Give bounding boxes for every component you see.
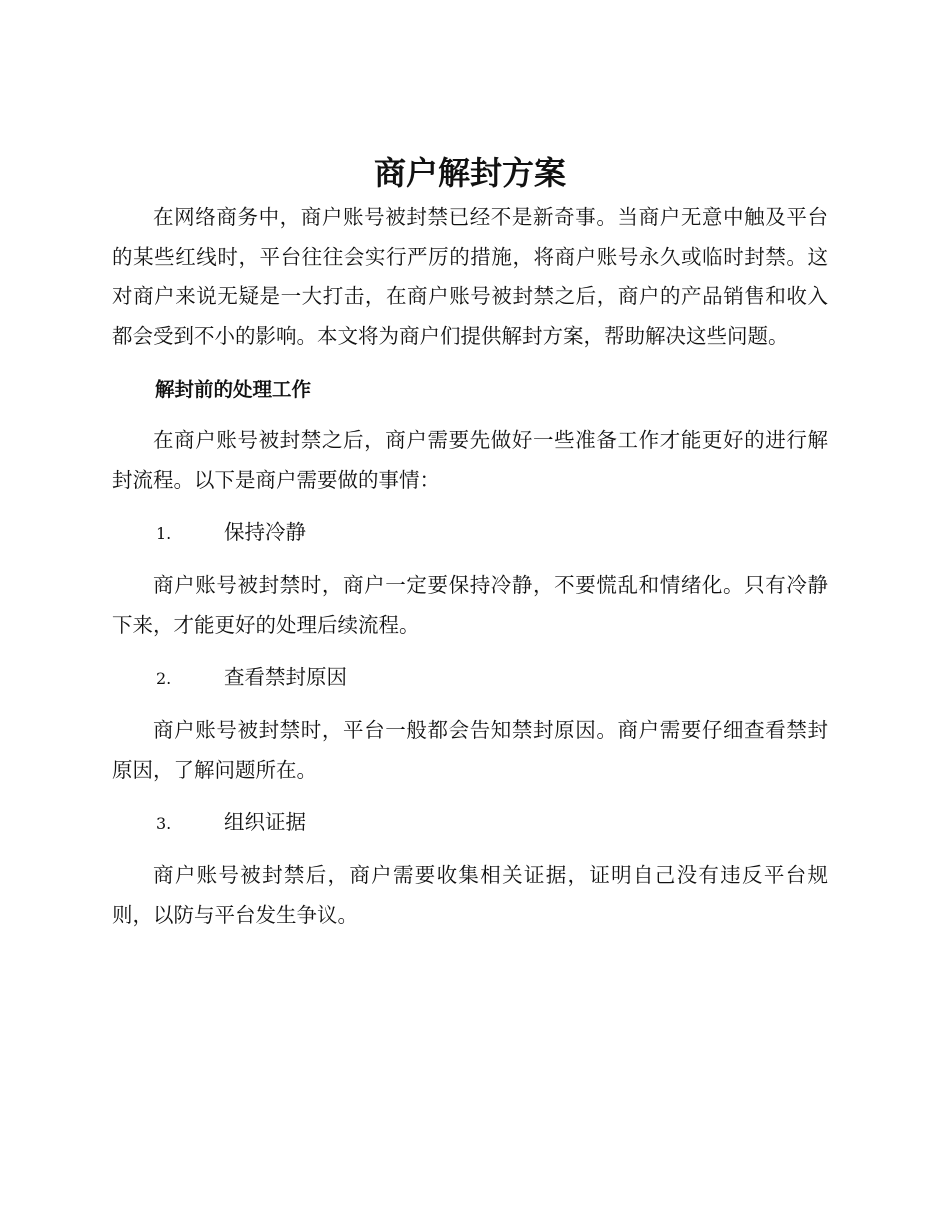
list-item-number: 1. xyxy=(156,524,172,543)
list-item-number: 2. xyxy=(156,669,172,688)
section-intro-paragraph: 在商户账号被封禁之后，商户需要先做好一些准备工作才能更好的进行解封流程。以下是商户需要做的事情： xyxy=(112,428,828,492)
list-item-label: 查看禁封原因 xyxy=(224,665,347,689)
section-heading: 解封前的处理工作 xyxy=(155,378,312,401)
list-item xyxy=(112,802,828,844)
list-item-paragraph: 商户账号被封禁后，商户需要收集相关证据，证明自己没有违反平台规则，以防与平台发生争议。 xyxy=(112,863,828,927)
list-item-paragraph: 商户账号被封禁时，商户一定要保持冷静，不要慌乱和情绪化。只有冷静下来，才能更好的处理后续流程。 xyxy=(112,573,828,637)
list-item-paragraph: 商户账号被封禁时，平台一般都会告知禁封原因。商户需要仔细查看禁封原因，了解问题所在。 xyxy=(112,718,828,782)
list-item xyxy=(112,657,828,699)
list-item xyxy=(112,512,828,554)
list-item-label: 保持冷静 xyxy=(224,520,306,544)
list-item-label: 组织证据 xyxy=(224,810,306,834)
document-body xyxy=(112,150,828,935)
list-item-number: 3. xyxy=(156,814,172,833)
document-title: 商户解封方案 xyxy=(373,154,566,192)
intro-paragraph: 在网络商务中，商户账号被封禁已经不是新奇事。当商户无意中触及平台的某些红线时，平台往往会实行严厉的措施，将商户账号永久或临时封禁。这对商户来说无疑是一大打击，在商户账号被封禁之后，商户的产品销售和收入都会受到不小的影响。本文将为商户们提供解封方案，帮助解决这些问题。 xyxy=(112,205,828,348)
